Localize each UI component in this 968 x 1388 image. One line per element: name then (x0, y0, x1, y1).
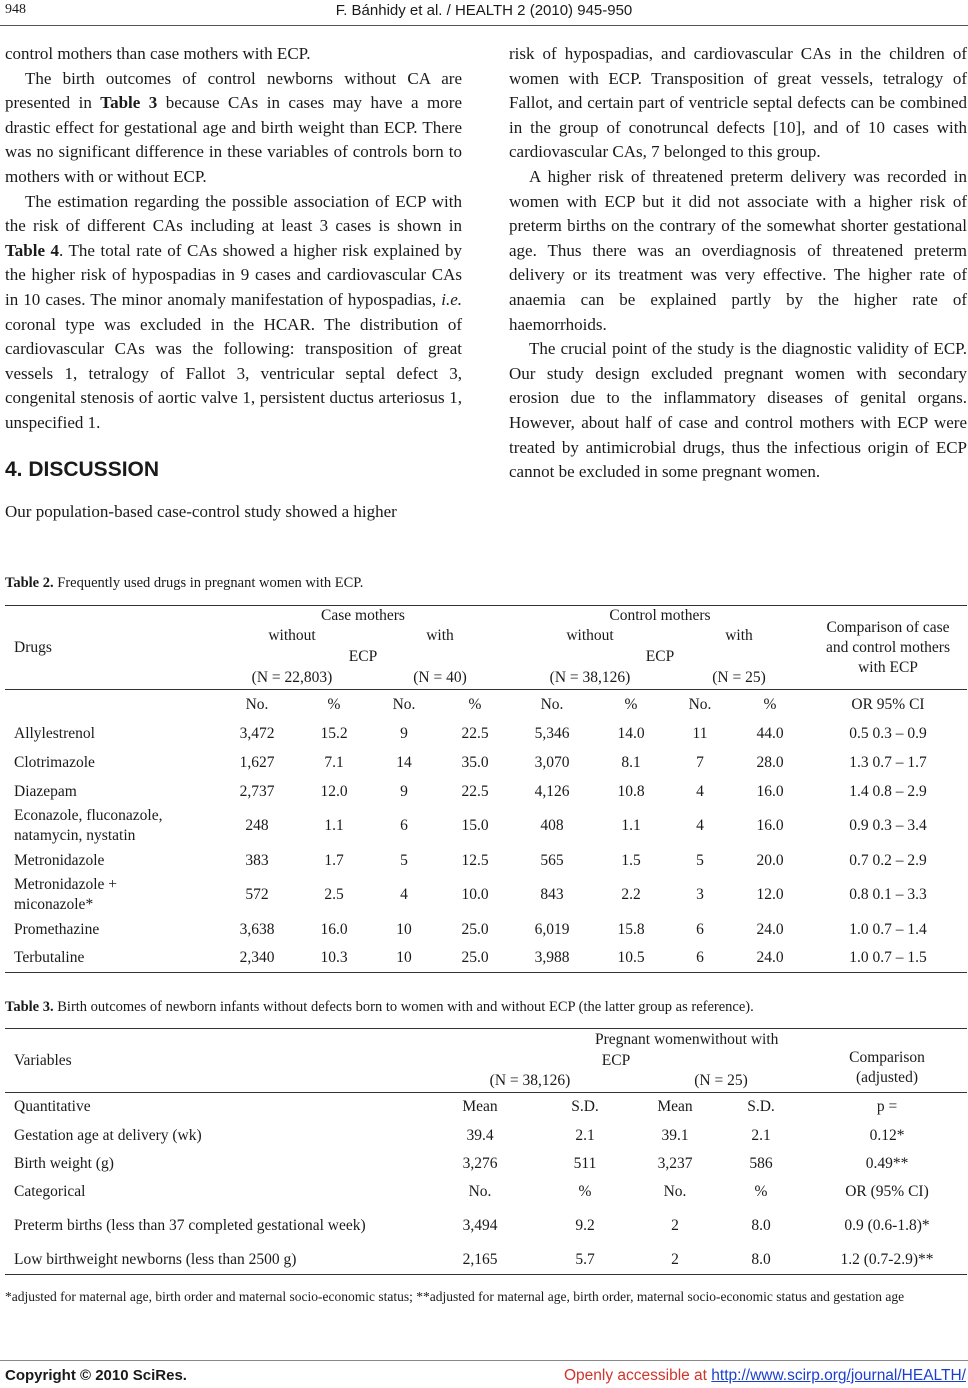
subheader: % (468, 695, 482, 713)
table-row: Birth weight (g) 3,276 511 3,237 586 0.49** (14, 1154, 909, 1172)
table-row: Preterm births (less than 37 completed gestational week) 3,494 9.2 2 8.0 0.9 (0.6-1.8)* (14, 1216, 930, 1234)
table-footnote: *adjusted for maternal age, birth order and maternal socio-economic status; **adjusted for maternal age, birth order, maternal socio-economic status and gestation age (5, 1289, 905, 1304)
paragraph: risk of hypospadias, and cardiovascular CAs in the children of women with ECP. Transposition of great vessels, tetralogy of Fallot, and certain part of ventricle septal defects can be combined in the group of conotruncal defects [10], and of 10 cases with cardiovascular CAs, 7 belonged to this group. (509, 44, 967, 162)
header-comparison: Comparison of case and control mothers with ECP (826, 618, 950, 676)
table-row: Promethazine 3,638 16.0 10 25.0 6,019 15.8 6 24.0 1.0 0.7 – 1.4 (14, 921, 927, 938)
paragraph: The crucial point of the study is the diagnostic validity of ECP. Our study design excluded pregnant women with secondary erosion due to the inflammatory diseases of genital organs. However, about half of case and control mothers with ECP were treated by antimicrobial drugs, thus the infectious origin of ECP cannot be excluded in some pregnant women. (509, 339, 967, 482)
table-row: Low birthweight newborns (less than 2500 g) 2,165 5.7 2 8.0 1.2 (0.7-2.9)** (5, 1246, 967, 1275)
right-column (509, 42, 967, 485)
header-rule (0, 25, 968, 26)
footer-rule (0, 1360, 968, 1361)
left-column (5, 42, 462, 525)
table-reference: Table 3 (100, 93, 158, 113)
header-n: (N = 38,126) (489, 1072, 571, 1090)
subheader: No. (392, 695, 416, 713)
table-row: Gestation age at delivery (wk) 39.4 2.1 39.1 2.1 0.12* (14, 1126, 905, 1144)
header-group: Pregnant womenwithout with (595, 1030, 779, 1048)
section-heading: 4. DISCUSSION (5, 457, 160, 481)
table-reference: Table 4 (5, 240, 60, 260)
table-3 (5, 1028, 967, 1275)
header-variables: Variables (14, 1051, 72, 1069)
header-case-mothers: Case mothers (321, 606, 405, 624)
subheader: % (624, 695, 638, 713)
table-2 (5, 605, 967, 973)
paragraph: control mothers than case mothers with ECP. (5, 44, 311, 63)
header-with: with (725, 627, 753, 644)
header-control-mothers: Control mothers (609, 606, 711, 624)
table-row: Categorical No. % No. % OR (95% CI) (14, 1182, 929, 1200)
header-drugs: Drugs (14, 638, 52, 656)
subheader: No. (540, 695, 564, 713)
paragraph: The birth outcomes of control newborns without CA are presented in Table 3 because CAs in cases may have a more drastic effect for gestational age and birth weight than ECP. There was no significant difference in these variables of controls born to mothers with or without ECP. (5, 68, 462, 186)
copyright: Copyright © 2010 SciRes. (5, 1367, 187, 1384)
header-n: (N = 40) (413, 669, 467, 687)
table-3-caption: Table 3. Birth outcomes of newborn infants without defects born to women with and without ECP (the latter group as reference). (5, 999, 754, 1015)
header-n: (N = 22,803) (251, 669, 333, 687)
subheader: % (327, 695, 341, 713)
header-without: without (268, 627, 316, 644)
header-without: without (566, 627, 614, 644)
table-row: Econazole, fluconazole, natamycin, nystatin 248 1.1 6 15.0 408 1.1 4 16.0 0.9 0.3 – 3.4 (14, 807, 927, 844)
table-row: Diazepam 2,737 12.0 9 22.5 4,126 10.8 4 16.0 1.4 0.8 – 2.9 (14, 782, 927, 800)
header-ecp: ECP (348, 648, 378, 665)
header-comparison: Comparison (adjusted) (849, 1048, 925, 1086)
subheader: % (763, 695, 777, 713)
subheader: OR 95% CI (851, 695, 925, 713)
journal-link[interactable]: http://www.scirp.org/journal/HEALTH/ (711, 1367, 966, 1384)
subheader: No. (245, 695, 269, 713)
table-row: Metronidazole 383 1.7 5 12.5 565 1.5 5 20.0 0.7 0.2 – 2.9 (14, 851, 927, 869)
table-row: Terbutaline 2,340 10.3 10 25.0 3,988 10.5 6 24.0 1.0 0.7 – 1.5 (5, 945, 967, 973)
header-ecp: ECP (601, 1051, 631, 1069)
table-row: Clotrimazole 1,627 7.1 14 35.0 3,070 8.1 7 28.0 1.3 0.7 – 1.7 (14, 754, 927, 771)
table-2-caption: Table 2. Frequently used drugs in pregnant women with ECP. (5, 575, 364, 591)
paragraph: Our population-based case-control study showed a higher (5, 502, 397, 522)
table-row: Metronidazole + miconazole* 572 2.5 4 10.0 843 2.2 3 12.0 0.8 0.1 – 3.3 (14, 876, 927, 913)
header-ecp: ECP (645, 648, 675, 665)
paragraph: The estimation regarding the possible association of ECP with the risk of different CAs including at least 3 cases is shown in Table 4. The total rate of CAs showed a higher risk explained by the higher risk of hypospadias in 9 cases and cardiovascular CAs in 10 cases. The minor anomaly manifestation of hypospadias, i.e. coronal type was excluded in the HCAR. The distribution of cardiovascular CAs was the following: transposition of great vessels 1, tetralogy of Fallot 3, ventricular septal defect 3, congenital stenosis of aortic valve 1, persistent ductus arteriosus 1, unspecified 1. (5, 191, 462, 432)
running-title: F. Bánhidy et al. / HEALTH 2 (2010) 945-950 (335, 2, 633, 19)
header-n: (N = 25) (694, 1072, 748, 1090)
header-n: (N = 38,126) (549, 669, 631, 687)
table-row: Allylestrenol 3,472 15.2 9 22.5 5,346 14.0 11 44.0 0.5 0.3 – 0.9 (14, 725, 927, 742)
page-number: 948 (5, 2, 26, 17)
open-access-notice: Openly accessible at http://www.scirp.org/journal/HEALTH/ (563, 1367, 966, 1384)
table-row: Quantitative Mean S.D. Mean S.D. p = (14, 1098, 898, 1116)
header-n: (N = 25) (712, 669, 766, 687)
paragraph: A higher risk of threatened preterm delivery was recorded in women with ECP but it did not associate with a higher risk of preterm births on the contrary of the somewhat shorter gestational age. Thus there was an overdiagnosis of threatened preterm delivery or its treatment was very effective. The higher rate of anaemia can be explained partly by the higher rate of haemorrhoids. (509, 166, 967, 334)
header-with: with (426, 627, 454, 644)
subheader: No. (688, 695, 712, 713)
